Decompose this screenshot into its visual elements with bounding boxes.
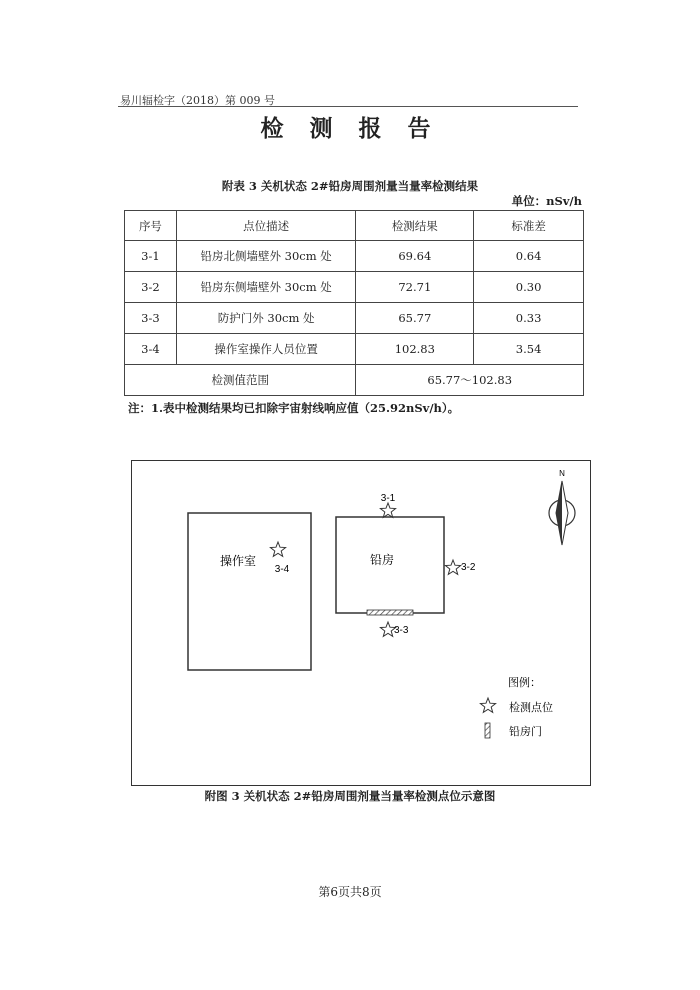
control-room-label: 操作室 — [219, 554, 257, 568]
row-result: 72.71 — [356, 272, 474, 303]
column-header: 标准差 — [474, 211, 584, 241]
point-label-3-1: 3-1 — [380, 493, 396, 504]
row-description: 铅房东侧墙壁外 30cm 处 — [176, 272, 356, 303]
table-caption: 附表 3 关机状态 2#铅房周围剂量当量率检测结果 — [221, 179, 479, 193]
column-header: 序号 — [125, 211, 177, 241]
point-label-3-2: 3-2 — [461, 562, 476, 573]
point-label-3-3: 3-3 — [394, 625, 409, 636]
north-label: N — [559, 469, 565, 478]
row-id: 3-4 — [125, 334, 177, 365]
range-label: 检测值范围 — [125, 365, 356, 396]
lead-room-door — [367, 610, 413, 615]
row-sd: 3.54 — [474, 334, 584, 365]
table-note: 注：1.表中检测结果均已扣除宇宙射线响应值（25.92nSv/h）。 — [128, 401, 460, 415]
row-description: 防护门外 30cm 处 — [176, 303, 356, 334]
star-marker-icon — [445, 560, 460, 574]
diagram-canvas — [132, 461, 590, 785]
page-number: 第6页共8页 — [318, 885, 382, 899]
row-result: 69.64 — [356, 241, 474, 272]
range-row — [125, 365, 584, 396]
row-sd: 0.64 — [474, 241, 584, 272]
row-sd: 0.33 — [474, 303, 584, 334]
star-marker-icon — [380, 503, 395, 517]
point-label-3-4: 3-4 — [274, 564, 290, 575]
unit-label: 单位：nSv/h — [511, 194, 582, 208]
row-id: 3-1 — [125, 241, 177, 272]
legend-star-icon — [480, 698, 495, 712]
table-row — [125, 334, 584, 365]
results-table — [124, 210, 584, 396]
row-description: 操作室操作人员位置 — [176, 334, 356, 365]
diagram-caption: 附图 3 关机状态 2#铅房周围剂量当量率检测点位示意图 — [204, 789, 496, 803]
control-room — [188, 513, 311, 670]
legend-door-label: 铅房门 — [509, 725, 542, 738]
header-divider — [118, 106, 578, 107]
document-number: 易川辐检字（2018）第 009 号 — [120, 94, 275, 107]
table-row — [125, 241, 584, 272]
row-result: 102.83 — [356, 334, 474, 365]
legend-title: 图例： — [508, 676, 541, 689]
legend-point-label: 检测点位 — [509, 701, 553, 714]
row-id: 3-3 — [125, 303, 177, 334]
table-row — [125, 303, 584, 334]
row-sd: 0.30 — [474, 272, 584, 303]
range-value: 65.77～102.83 — [356, 365, 584, 396]
report-title: 检 测 报 告 — [260, 115, 440, 142]
north-arrow-icon — [549, 469, 575, 545]
star-marker-icon — [270, 542, 285, 556]
column-header: 检测结果 — [356, 211, 474, 241]
lead-room-label: 铅房 — [369, 553, 395, 567]
row-result: 65.77 — [356, 303, 474, 334]
row-description: 铅房北侧墙壁外 30cm 处 — [176, 241, 356, 272]
row-id: 3-2 — [125, 272, 177, 303]
layout-diagram — [131, 460, 591, 786]
column-header: 点位描述 — [176, 211, 356, 241]
legend-door-icon — [485, 723, 490, 738]
table-row — [125, 272, 584, 303]
table-header-row — [125, 211, 584, 241]
